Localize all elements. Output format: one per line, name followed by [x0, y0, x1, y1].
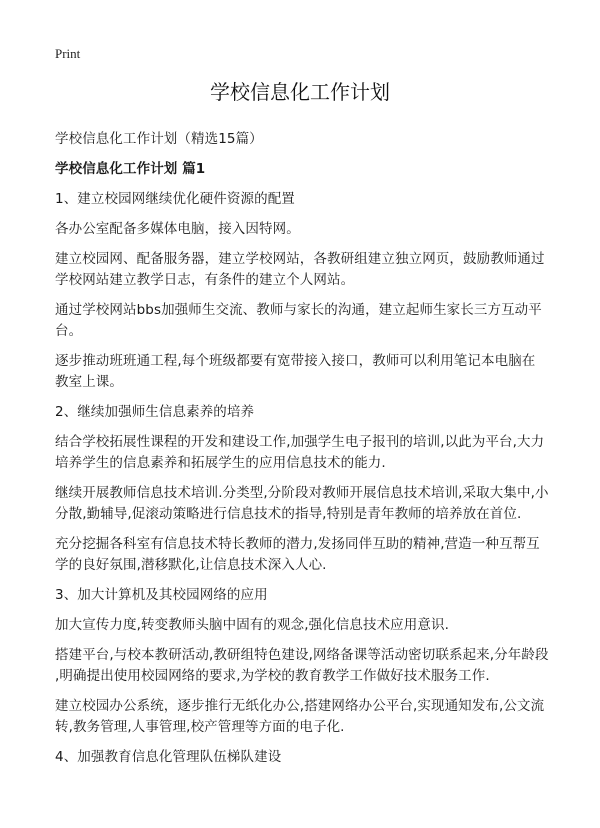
paragraph	[55, 159, 555, 180]
paragraph-line: 学的良好氛围,潜移默化,让信息技术深入人心.	[55, 557, 327, 573]
paragraph-line: 逐步推动班班通工程,每个班级都要有宽带接入接口，教师可以利用笔记本电脑在	[55, 353, 536, 369]
paragraph	[55, 219, 555, 240]
paragraph	[55, 189, 555, 210]
paragraph-line: 学校网站建立教学日志，有条件的建立个人网站。	[55, 272, 355, 288]
paragraph	[55, 483, 555, 525]
paragraph-line: 继续开展教师信息技术培训.分类型,分阶段对教师开展信息技术培训,采取大集中,小	[55, 485, 549, 501]
paragraph	[55, 432, 555, 474]
paragraph-line: 台。	[55, 323, 83, 339]
paragraph	[55, 249, 555, 291]
paragraph-line: 建立校园网、配备服务器，建立学校网站，各教研组建立独立网页，鼓励教师通过	[55, 251, 545, 267]
paragraph-line: 充分挖掘各科室有信息技术特长教师的潜力,发扬同伴互助的精神,营造一种互帮互	[55, 536, 540, 552]
paragraph	[55, 696, 555, 738]
paragraph	[55, 351, 555, 393]
paragraph-line: 分散,勤辅导,促滚动策略进行信息技术的指导,特别是青年教师的培养放在首位.	[55, 506, 522, 522]
paragraph-line: ,明确提出使用校园网络的要求,为学校的教育教学工作做好技术服务工作.	[55, 668, 490, 684]
paragraph-line: 学校信息化工作计划（精选15篇）	[55, 131, 263, 147]
paragraph	[55, 747, 555, 768]
paragraph-line: 教室上课。	[55, 374, 123, 390]
paragraph	[55, 645, 555, 687]
paragraph	[55, 300, 555, 342]
document-title: 学校信息化工作计划	[210, 80, 390, 104]
paragraph-line: 1、建立校园网继续优化硬件资源的配置	[55, 191, 295, 207]
paragraph-line: 4、加强教育信息化管理队伍梯队建设	[55, 749, 282, 765]
paragraph-line: 培养学生的信息素养和拓展学生的应用信息技术的能力.	[55, 455, 386, 471]
print-link[interactable]: Print	[55, 46, 81, 61]
paragraph-line: 加大宣传力度,转变教师头脑中固有的观念,强化信息技术应用意识.	[55, 617, 449, 633]
paragraph	[55, 585, 555, 606]
paragraph-line: 转,教务管理,人事管理,校产管理等方面的电子化.	[55, 719, 345, 735]
section-heading: 学校信息化工作计划 篇1	[55, 161, 206, 177]
paragraph-line: 各办公室配备多媒体电脑，接入因特网。	[55, 221, 300, 237]
paragraph-line: 建立校园办公系统，逐步推行无纸化办公,搭建网络办公平台,实现通知发布,公文流	[55, 698, 545, 714]
paragraph	[55, 534, 555, 576]
document-body	[55, 120, 555, 768]
paragraph-line: 2、继续加强师生信息素养的培养	[55, 404, 255, 420]
paragraph	[55, 129, 555, 150]
paragraph-line: 3、加大计算机及其校园网络的应用	[55, 587, 268, 603]
paragraph-line: 结合学校拓展性课程的开发和建设工作,加强学生电子报刊的培训,以此为平台,大力	[55, 434, 545, 450]
paragraph	[55, 402, 555, 423]
paragraph-line: 通过学校网站bbs加强师生交流、教师与家长的沟通，建立起师生家长三方互动平	[55, 302, 542, 318]
paragraph-line: 搭建平台,与校本教研活动,教研组特色建设,网络备课等活动密切联系起来,分年龄段	[55, 647, 549, 663]
paragraph	[55, 615, 555, 636]
